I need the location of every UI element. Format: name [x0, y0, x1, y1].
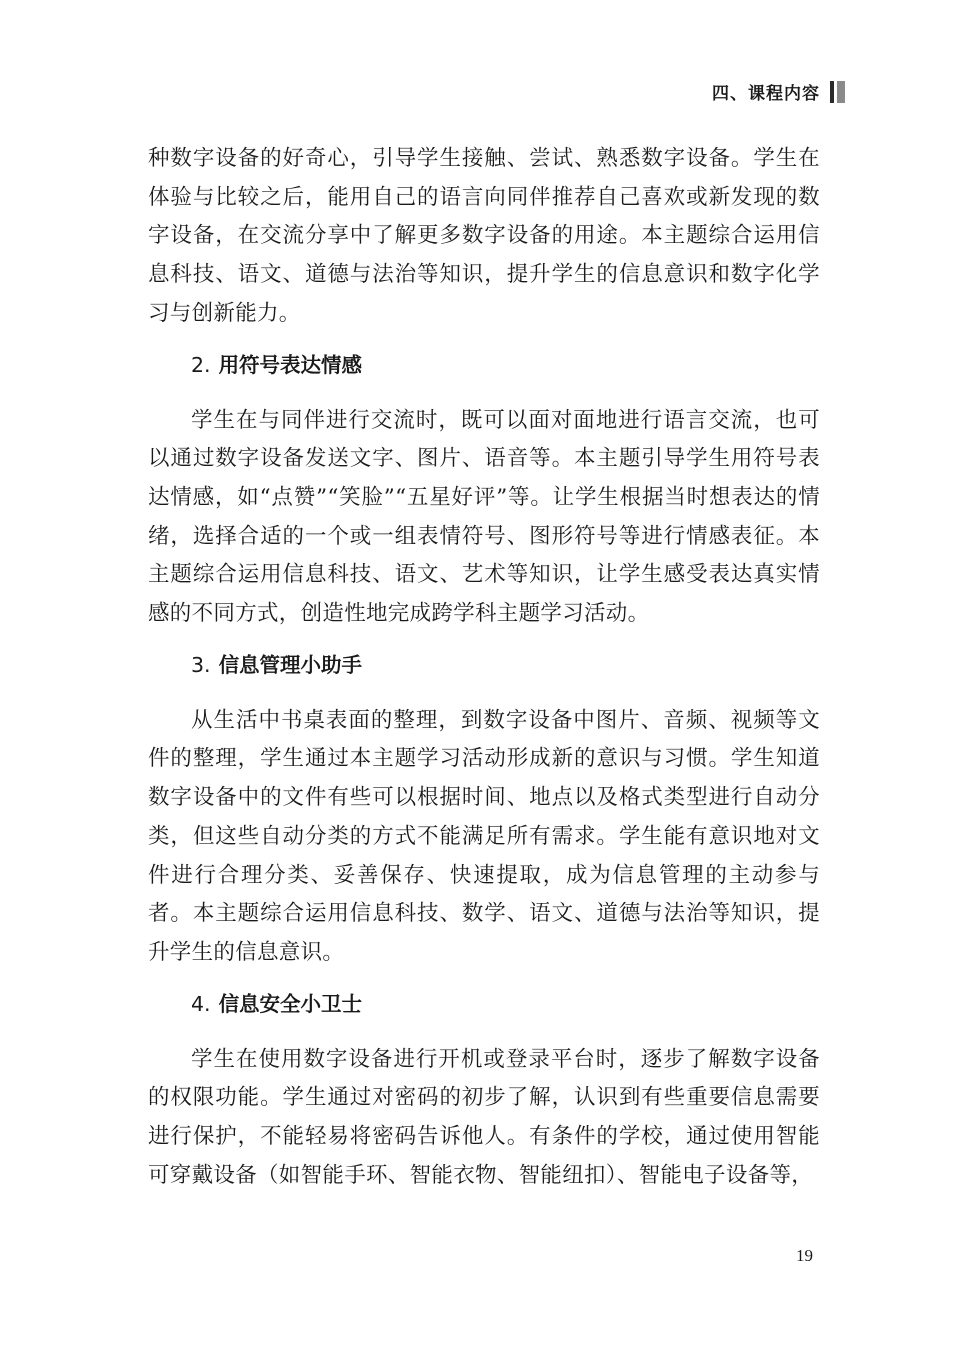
section-number: 2. [191, 352, 211, 377]
continued-paragraph: 种数字设备的好奇心，引导学生接触、尝试、熟悉数字设备。学生在体验与比较之后，能用自己的语言向同伴推荐自己喜欢或新发现的数字设备，在交流分享中了解更多数字设备的用途。本主题综合运用信息科技、语文、道德与法治等知识，提升学生的信息意识和数字化学习与创新能力。 [148, 146, 820, 326]
section-paragraph-3: 从生活中书桌表面的整理，到数字设备中图片、音频、视频等文件的整理，学生通过本主题学习活动形成新的意识与习惯。学生知道数字设备中的文件有些可以根据时间、地点以及格式类型进行自动分类，但这些自动分类的方式不能满足所有需求。学生能有意识地对文件进行合理分类、妥善保存、快速提取，成为信息管理的主动参与者。本主题综合运用信息科技、数学、语文、道德与法治等知识，提升学生的信息意识。 [148, 707, 820, 965]
section-number: 4. [191, 991, 211, 1016]
section-heading-2 [148, 346, 820, 384]
section-heading-4 [148, 985, 820, 1023]
running-header [712, 79, 845, 104]
section-number: 3. [191, 652, 211, 677]
page-number: 19 [796, 1246, 813, 1265]
section-paragraph-2: 学生在与同伴进行交流时，既可以面对面地进行语言交流，也可以通过数字设备发送文字、图片、语音等。本主题引导学生用符号表达情感，如“点赞”“笑脸”“五星好评”等。让学生根据当时想表达的情绪，选择合适的一个或一组表情符号、图形符号等进行情感表征。本主题综合运用信息科技、语文、艺术等知识，让学生感受表达真实情感的不同方式，创造性地完成跨学科主题学习活动。 [148, 407, 820, 627]
section-paragraph-4: 学生在使用数字设备进行开机或登录平台时，逐步了解数字设备的权限功能。学生通过对密码的初步了解，认识到有些重要信息需要进行保护，不能轻易将密码告诉他人。有条件的学校，通过使用智能可穿戴设备（如智能手环、智能衣物、智能纽扣）、智能电子设备等， [148, 1046, 820, 1188]
chapter-title: 四、课程内容 [712, 84, 820, 104]
header-bar-icon [830, 81, 845, 103]
section-title: 信息安全小卫士 [218, 991, 363, 1016]
section-title: 用符号表达情感 [218, 352, 363, 377]
page-body [148, 140, 820, 1195]
section-heading-3 [148, 646, 820, 684]
section-title: 信息管理小助手 [218, 652, 363, 677]
